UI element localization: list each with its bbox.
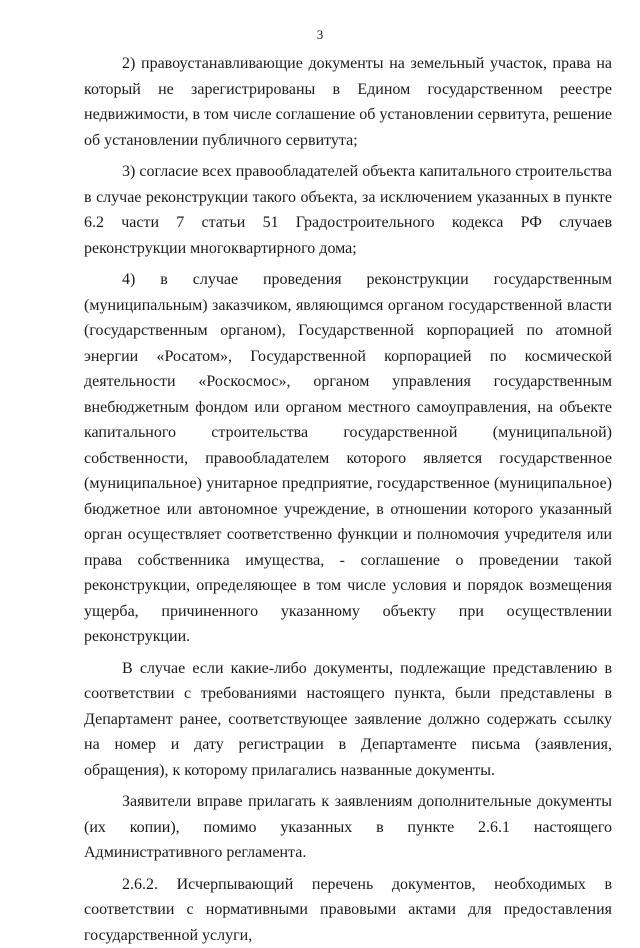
paragraph-additional-documents: Заявители вправе прилагать к заявлениям дополнительные документы (их копии), помимо указанных в пункте 2.6.1 настоящего Административного регламента. xyxy=(84,789,612,866)
paragraph-item-3: 3) согласие всех правообладателей объекта капитального строительства в случае реконструкции такого объекта, за исключением указанных в пункте 6.2 части 7 статьи 51 Градостроительного кодекса РФ случаев реконструкции многоквартирного дома; xyxy=(84,159,612,261)
paragraph-2-6-2: 2.6.2. Исчерпывающий перечень документов, необходимых в соответствии с нормативными правовыми актами для предоставления государственной услуги, xyxy=(84,872,612,948)
paragraph-item-2: 2) правоустанавливающие документы на земельный участок, права на который не зарегистрированы в Едином государственном реестре недвижимости, в том числе соглашение об установлении сервитута, решение об установлении публичного сервитута; xyxy=(84,51,612,153)
document-body xyxy=(84,51,612,948)
paragraph-previously-submitted: В случае если какие-либо документы, подлежащие представлению в соответствии с требованиями настоящего пункта, были представлены в Департамент ранее, соответствующее заявление должно содержать ссылку на номер и дату регистрации в Департаменте письма (заявления, обращения), к которому прилагались названные документы. xyxy=(84,656,612,784)
page-number: 3 xyxy=(0,27,640,43)
paragraph-item-4: 4) в случае проведения реконструкции государственным (муниципальным) заказчиком, являющимся органом государственной власти (государственным органом), Государственной корпорацией по атомной энергии «Росатом», Государственной корпорацией по космической деятельности «Роскосмос», органом управления государственным внебюджетным фондом или органом местного самоуправления, на объекте капитального строительства государственной (муниципальной) собственности, правообладателем которого является государственное (муниципальное) унитарное предприятие, государственное (муниципальное) бюджетное или автономное учреждение, в отношении которого указанный орган осуществляет соответственно функции и полномочия учредителя или права собственника имущества, - соглашение о проведении такой реконструкции, определяющее в том числе условия и порядок возмещения ущерба, причиненного указанному объекту при осуществлении реконструкции. xyxy=(84,267,612,650)
